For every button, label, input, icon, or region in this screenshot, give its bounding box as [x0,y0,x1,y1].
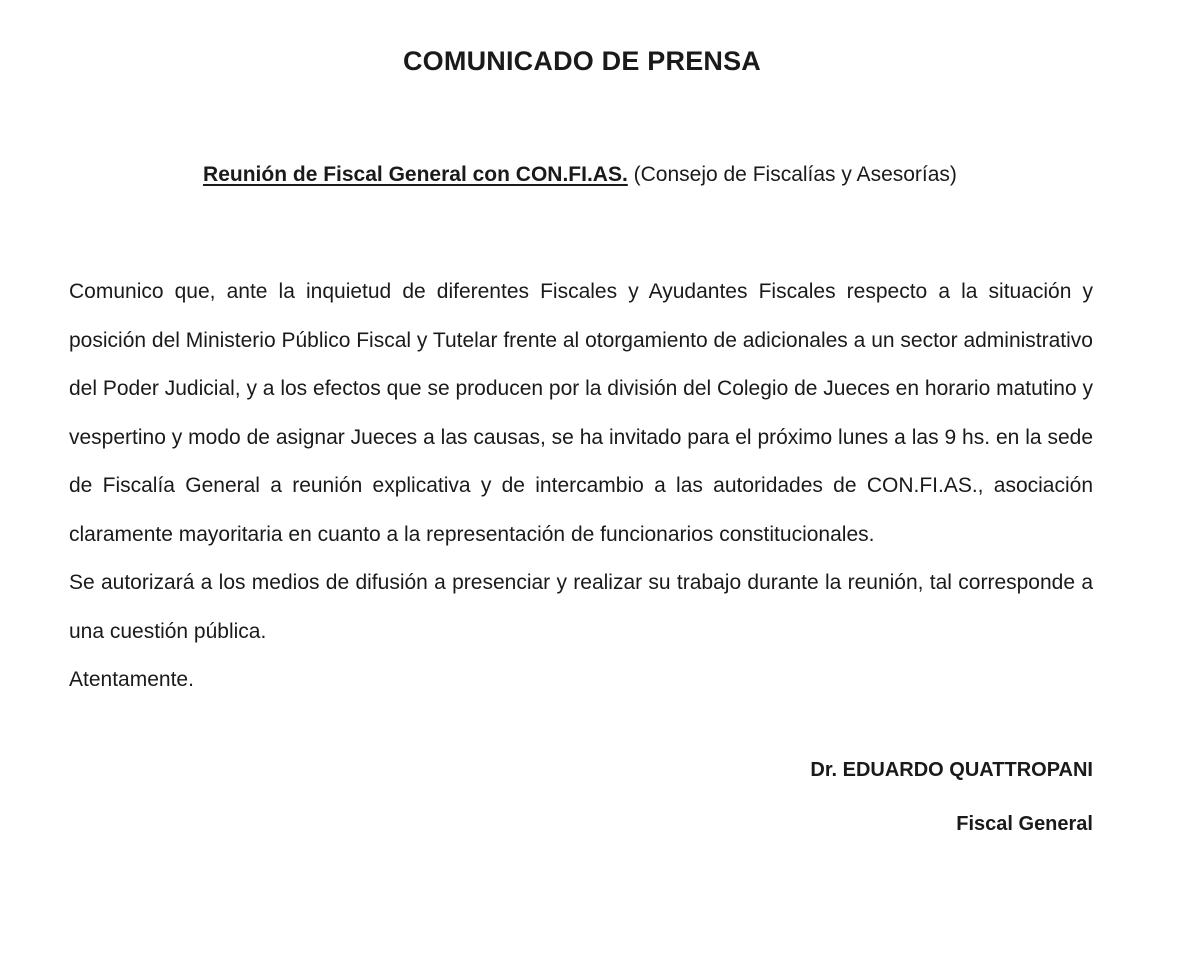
document-title: COMUNICADO DE PRENSA [402,46,762,76]
body-closing: Atentamente. [69,668,194,691]
subtitle-meeting-heading: Reunión de Fiscal General con CON.FI.AS. [203,163,628,186]
document-subtitle [0,163,1160,187]
signature-name: Dr. EDUARDO QUATTROPANI [810,759,1093,781]
subtitle-council-name: (Consejo de Fiscalías y Asesorías) [627,163,957,186]
body-paragraph-media: Se autorizará a los medios de difusión a presenciar y realizar su trabajo durante la reunión, tal corresponde a una cuestión pública. [69,571,1093,643]
signature-role: Fiscal General [956,813,1093,835]
document-body [69,268,1093,705]
body-paragraph-main: Comunico que, ante la inquietud de diferentes Fiscales y Ayudantes Fiscales respecto a la situación y posición del Ministerio Público Fiscal y Tutelar frente al otorgamiento de adicionales a un sector administrativo del Poder Judicial, y a los efectos que se producen por la división del Colegio de Jueces en horario matutino y vespertino y modo de asignar Jueces a las causas, se ha invitado para el próximo lunes a las 9 hs. en la sede de Fiscalía General a reunión explicativa y de intercambio a las autoridades de CON.FI.AS., asociación claramente mayoritaria en cuanto a la representación de funcionarios constitucionales. [69,280,1093,546]
